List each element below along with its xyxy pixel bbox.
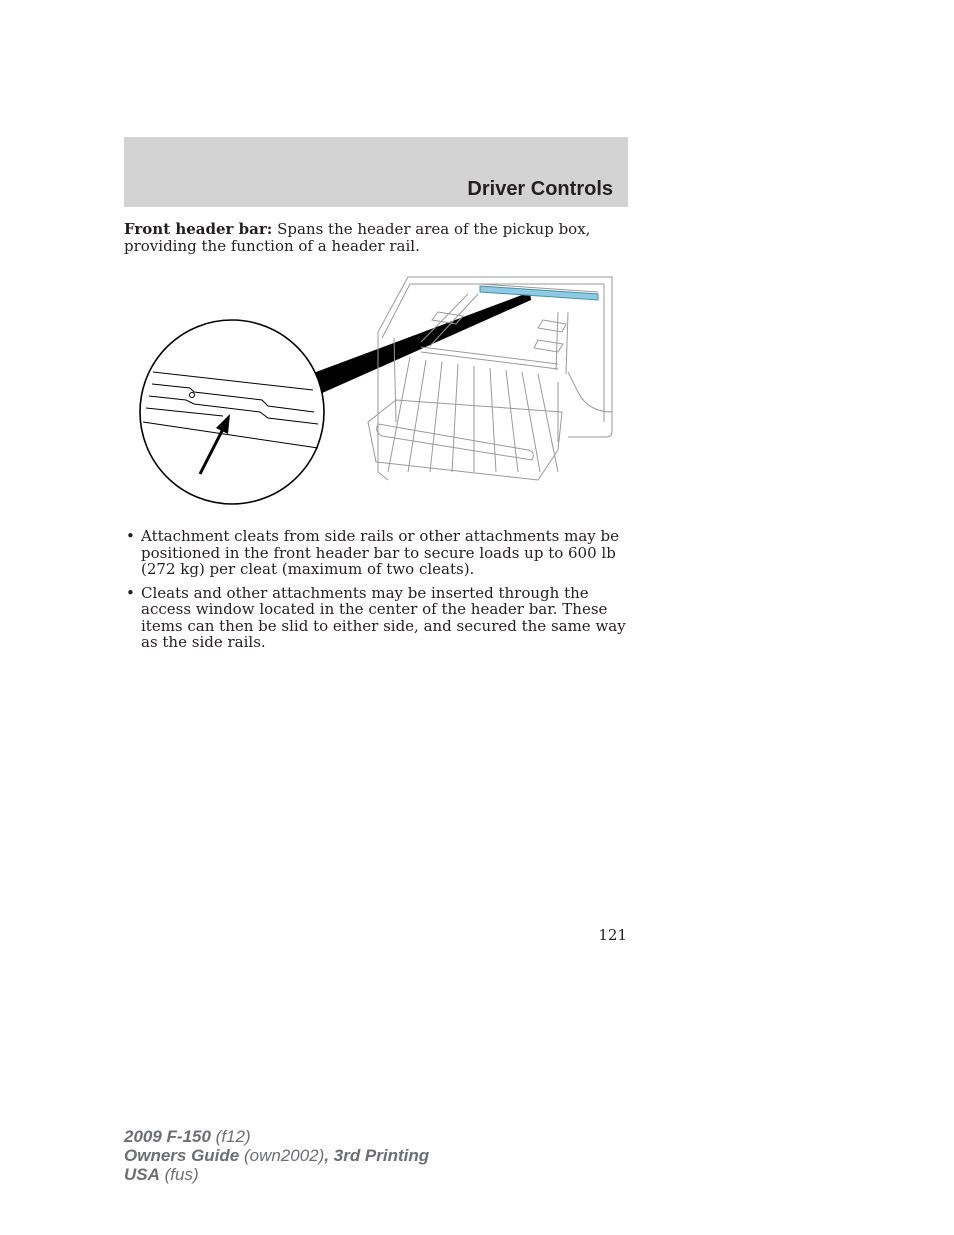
footer-market: USA	[124, 1165, 160, 1184]
page-number: 121	[598, 926, 627, 944]
bullet-text: Attachment cleats from side rails or other attachments may be positioned in the front header bar to secure loads up to 600 lb (272 kg) per cleat (maximum of two cleats).	[141, 527, 620, 578]
intro-label: Front header bar:	[124, 220, 273, 238]
bullet-text: Cleats and other attachments may be inserted through the access window located in the center of the header bar. These items can then be slid to either side, and secured the same way as the side rails.	[141, 583, 626, 651]
detail-magnifier-circle	[140, 320, 324, 504]
section-title: Driver Controls	[467, 178, 613, 200]
pickup-box-header-bar-illustration	[138, 272, 618, 508]
footer-guide-code: (own2002)	[239, 1146, 325, 1165]
intro-text: Spans the header area of the pickup box, providing the function of a header rail.	[124, 220, 591, 255]
footer-market-code: (fus)	[159, 1165, 199, 1184]
footer-line-guide	[124, 1146, 429, 1165]
footer-line-market	[124, 1165, 429, 1184]
footer-imprint	[124, 1127, 429, 1184]
bullet-list	[124, 528, 628, 658]
bullet-marker: •	[126, 583, 135, 602]
footer-printing: , 3rd Printing	[324, 1146, 430, 1165]
list-item	[124, 528, 628, 578]
list-item	[124, 585, 628, 651]
footer-line-model	[124, 1127, 429, 1146]
bullet-marker: •	[126, 527, 135, 545]
footer-model-code: (f12)	[210, 1127, 251, 1146]
footer-model: 2009 F-150	[124, 1127, 211, 1146]
intro-paragraph	[124, 221, 624, 254]
section-header-band	[124, 137, 628, 207]
footer-guide: Owners Guide	[124, 1146, 240, 1165]
